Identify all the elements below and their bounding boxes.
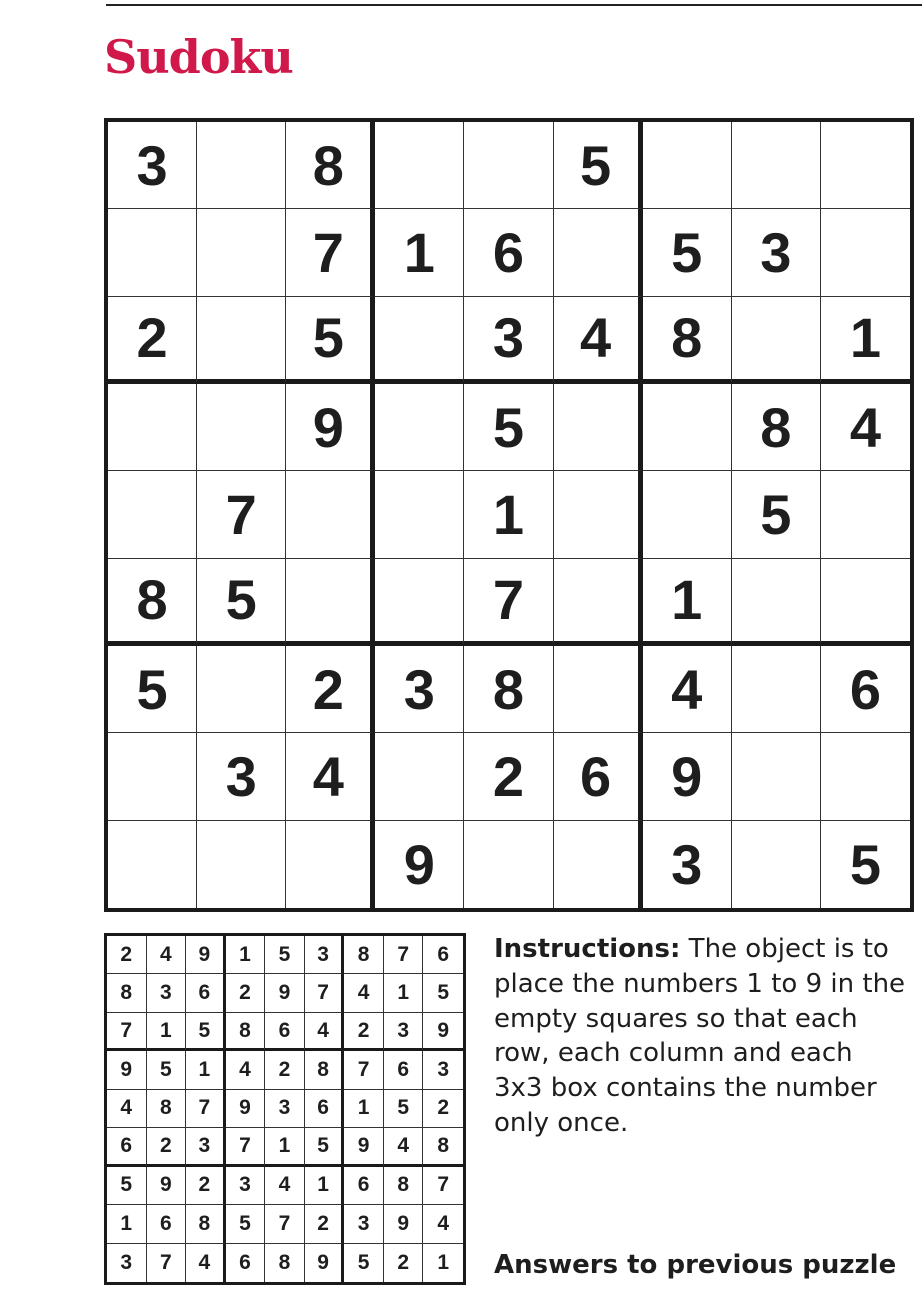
- answer-cell: 4: [305, 1013, 345, 1051]
- answer-cell: 9: [265, 974, 305, 1012]
- puzzle-cell: [108, 733, 197, 820]
- answer-cell: 4: [226, 1051, 266, 1089]
- answer-cell: 5: [147, 1051, 187, 1089]
- answer-cell: 8: [305, 1051, 345, 1089]
- answer-cell: 3: [265, 1090, 305, 1128]
- answer-cell: 7: [423, 1167, 463, 1205]
- puzzle-cell: 7: [197, 471, 286, 558]
- puzzle-cell: [286, 559, 375, 646]
- puzzle-cell: 8: [464, 646, 553, 733]
- puzzle-cell: [197, 209, 286, 296]
- answer-cell: 5: [107, 1167, 147, 1205]
- answer-cell: 6: [186, 974, 226, 1012]
- puzzle-cell: 2: [286, 646, 375, 733]
- answer-cell: 4: [265, 1167, 305, 1205]
- answer-cell: 1: [305, 1167, 345, 1205]
- answer-cell: 8: [107, 974, 147, 1012]
- answer-cell: 8: [226, 1013, 266, 1051]
- puzzle-cell: [375, 559, 464, 646]
- puzzle-cell: 3: [375, 646, 464, 733]
- puzzle-cell: 2: [464, 733, 553, 820]
- puzzle-cell: [286, 471, 375, 558]
- answer-cell: 5: [423, 974, 463, 1012]
- puzzle-cell: 7: [286, 209, 375, 296]
- puzzle-cell: 5: [554, 122, 643, 209]
- puzzle-cell: [197, 384, 286, 471]
- puzzle-cell: [821, 559, 910, 646]
- answer-cell: 4: [423, 1205, 463, 1243]
- puzzle-cell: [108, 471, 197, 558]
- answer-cell: 3: [186, 1128, 226, 1166]
- puzzle-cell: 1: [643, 559, 732, 646]
- answers-caption: Answers to previous puzzle: [494, 1250, 897, 1280]
- puzzle-cell: 8: [108, 559, 197, 646]
- puzzle-cell: [197, 646, 286, 733]
- answer-cell: 9: [344, 1128, 384, 1166]
- puzzle-cell: 3: [108, 122, 197, 209]
- answer-cell: 9: [423, 1013, 463, 1051]
- puzzle-cell: [554, 559, 643, 646]
- puzzle-cell: 5: [732, 471, 821, 558]
- puzzle-cell: 8: [732, 384, 821, 471]
- answer-cell: 3: [305, 936, 345, 974]
- puzzle-cell: [732, 559, 821, 646]
- puzzle-cell: [375, 297, 464, 384]
- instructions-label: Instructions:: [494, 934, 681, 964]
- puzzle-cell: 1: [821, 297, 910, 384]
- puzzle-cell: [108, 821, 197, 908]
- answer-cell: 3: [344, 1205, 384, 1243]
- puzzle-cell: 8: [643, 297, 732, 384]
- puzzle-cell: 4: [286, 733, 375, 820]
- answer-cell: 6: [344, 1167, 384, 1205]
- puzzle-cell: 5: [108, 646, 197, 733]
- answer-cell: 9: [384, 1205, 424, 1243]
- puzzle-cell: 3: [643, 821, 732, 908]
- answer-cell: 2: [344, 1013, 384, 1051]
- answer-cell: 2: [305, 1205, 345, 1243]
- answer-cell: 2: [147, 1128, 187, 1166]
- puzzle-cell: [732, 297, 821, 384]
- answer-cell: 5: [344, 1244, 384, 1282]
- puzzle-cell: 1: [464, 471, 553, 558]
- answer-cell: 1: [147, 1013, 187, 1051]
- answer-cell: 4: [186, 1244, 226, 1282]
- answer-cell: 5: [384, 1090, 424, 1128]
- answer-cell: 7: [265, 1205, 305, 1243]
- puzzle-cell: 1: [375, 209, 464, 296]
- answer-cell: 1: [265, 1128, 305, 1166]
- puzzle-cell: 5: [286, 297, 375, 384]
- puzzle-cell: [197, 122, 286, 209]
- puzzle-cell: 3: [197, 733, 286, 820]
- answer-cell: 8: [423, 1128, 463, 1166]
- puzzle-cell: 5: [849, 832, 882, 896]
- answer-cell: 8: [147, 1090, 187, 1128]
- answer-cell: 9: [147, 1167, 187, 1205]
- puzzle-cell: [197, 821, 286, 908]
- puzzle-cell: [464, 122, 553, 209]
- sudoku-puzzle-grid: [104, 118, 914, 912]
- puzzle-cell: [643, 122, 732, 209]
- puzzle-cell: 7: [464, 559, 553, 646]
- puzzle-cell: 8: [286, 122, 375, 209]
- answer-cell: 2: [384, 1244, 424, 1282]
- answer-cell: 6: [265, 1013, 305, 1051]
- answer-cell: 2: [265, 1051, 305, 1089]
- answer-cell: 1: [226, 936, 266, 974]
- puzzle-cell: [554, 821, 643, 908]
- answer-cell: 1: [344, 1090, 384, 1128]
- puzzle-cell: [108, 384, 197, 471]
- answer-cell: 5: [226, 1205, 266, 1243]
- answer-cell: 3: [226, 1167, 266, 1205]
- puzzle-cell: [554, 471, 643, 558]
- answer-cell: 4: [384, 1128, 424, 1166]
- answer-cell: 1: [384, 974, 424, 1012]
- puzzle-cell: 4: [554, 297, 643, 384]
- answer-cell: 3: [384, 1013, 424, 1051]
- answer-cell: 4: [147, 936, 187, 974]
- answer-cell: 7: [147, 1244, 187, 1282]
- puzzle-cell: [821, 733, 910, 820]
- answer-cell: 1: [186, 1051, 226, 1089]
- puzzle-cell: [197, 297, 286, 384]
- puzzle-cell: [643, 471, 732, 558]
- top-rule: [106, 4, 922, 6]
- answer-cell: 7: [305, 974, 345, 1012]
- answer-cell: 7: [107, 1013, 147, 1051]
- answers-grid: [104, 933, 466, 1285]
- puzzle-cell: [732, 646, 821, 733]
- answer-cell: 6: [384, 1051, 424, 1089]
- puzzle-cell: [821, 471, 910, 558]
- answer-cell: 7: [384, 936, 424, 974]
- answer-cell: 9: [226, 1090, 266, 1128]
- answer-cell: 6: [423, 936, 463, 974]
- answer-cell: 2: [186, 1167, 226, 1205]
- puzzle-cell: [375, 733, 464, 820]
- puzzle-cell: 4: [643, 646, 732, 733]
- answer-cell: 8: [186, 1205, 226, 1243]
- puzzle-cell: 6: [464, 209, 553, 296]
- answer-cell: 9: [186, 936, 226, 974]
- puzzle-cell: [286, 821, 375, 908]
- puzzle-cell: [464, 821, 553, 908]
- page-title: Sudoku: [104, 30, 293, 84]
- answer-cell: 4: [344, 974, 384, 1012]
- puzzle-cell: [732, 122, 821, 209]
- puzzle-cell: [375, 471, 464, 558]
- answer-cell: 3: [423, 1051, 463, 1089]
- puzzle-cell: 5: [197, 559, 286, 646]
- puzzle-cell: 4: [821, 384, 910, 471]
- puzzle-cell: [643, 384, 732, 471]
- puzzle-cell: [375, 122, 464, 209]
- puzzle-cell: [375, 384, 464, 471]
- puzzle-cell: 2: [108, 297, 197, 384]
- answer-cell: 7: [344, 1051, 384, 1089]
- answer-cell: 6: [226, 1244, 266, 1282]
- answer-cell: 3: [107, 1244, 147, 1282]
- answer-cell: 8: [384, 1167, 424, 1205]
- puzzle-cell: 9: [375, 821, 464, 908]
- answer-cell: 8: [265, 1244, 305, 1282]
- answer-cell: 4: [107, 1090, 147, 1128]
- instructions-text: The object is to place the numbers 1 to 9 in the empty squares so that each row, each column and each 3x3 box contains the number only once.: [494, 934, 906, 1138]
- puzzle-cell: 5: [643, 209, 732, 296]
- puzzle-cell: [554, 209, 643, 296]
- puzzle-cell: 6: [821, 646, 910, 733]
- puzzle-cell: [732, 733, 821, 820]
- answer-cell: 6: [147, 1205, 187, 1243]
- answer-cell: 1: [437, 1250, 450, 1274]
- answer-cell: 5: [186, 1013, 226, 1051]
- puzzle-cell: [732, 821, 821, 908]
- instructions-paragraph: [494, 932, 909, 1141]
- answer-cell: 9: [305, 1244, 345, 1282]
- answer-cell: 2: [226, 974, 266, 1012]
- puzzle-cell: 6: [554, 733, 643, 820]
- puzzle-cell: [554, 646, 643, 733]
- answer-cell: 3: [147, 974, 187, 1012]
- puzzle-cell: 9: [643, 733, 732, 820]
- answer-cell: 9: [107, 1051, 147, 1089]
- puzzle-cell: 5: [464, 384, 553, 471]
- answer-cell: 2: [423, 1090, 463, 1128]
- answer-cell: 7: [186, 1090, 226, 1128]
- puzzle-cell: [821, 122, 910, 209]
- answer-cell: 2: [107, 936, 147, 974]
- answer-cell: 5: [265, 936, 305, 974]
- answer-cell: 8: [344, 936, 384, 974]
- puzzle-cell: [821, 209, 910, 296]
- puzzle-cell: 3: [732, 209, 821, 296]
- answer-cell: 7: [226, 1128, 266, 1166]
- puzzle-cell: 9: [286, 384, 375, 471]
- puzzle-cell: 3: [464, 297, 553, 384]
- answer-cell: 5: [305, 1128, 345, 1166]
- answer-cell: 1: [107, 1205, 147, 1243]
- answer-cell: 6: [305, 1090, 345, 1128]
- answer-cell: 6: [107, 1128, 147, 1166]
- puzzle-cell: [554, 384, 643, 471]
- puzzle-cell: [108, 209, 197, 296]
